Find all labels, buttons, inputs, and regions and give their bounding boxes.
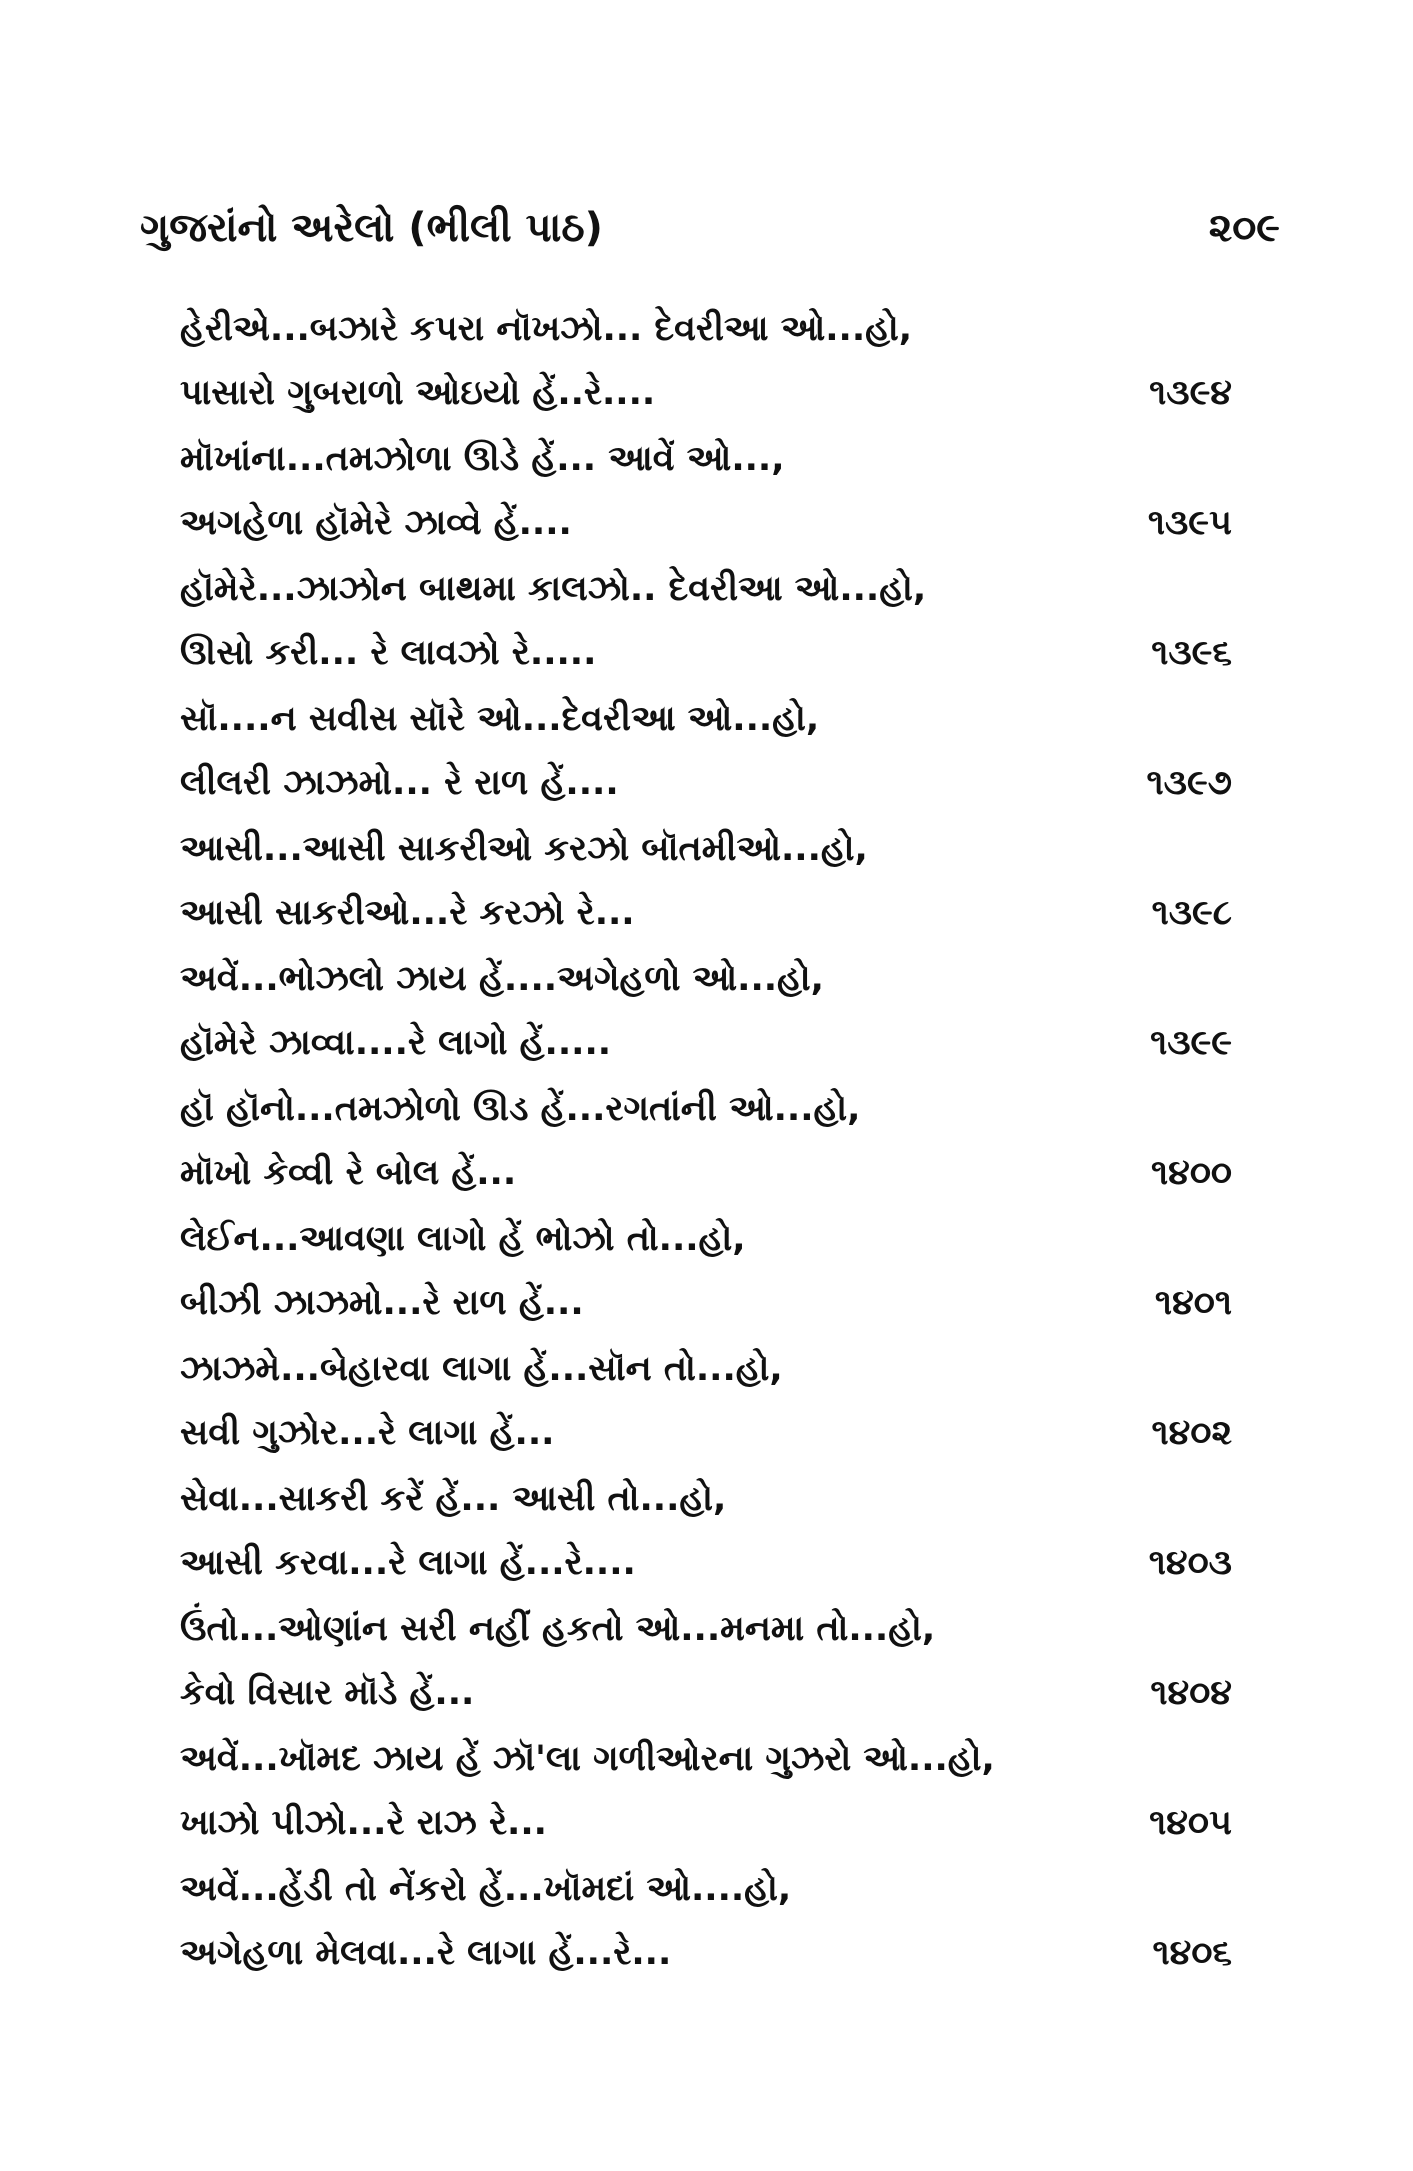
verse-number: ૧૩૯૮ — [1151, 893, 1232, 933]
verse-line-2: પાસારો ગુબરાળો ઓઇયો હેં..રે.... — [180, 373, 656, 413]
verse-line-1: આસી...આસી સાકરીઓ કરઝો બૉતમીઓ...હો, — [180, 829, 868, 869]
verse-line-1: સૉ....ન સવીસ સૉરે ઓ...દેવરીઆ ઓ...હો, — [180, 699, 820, 739]
verse-1396 — [180, 560, 1232, 690]
verse-1406 — [180, 1860, 1232, 1990]
verse-1405 — [180, 1730, 1232, 1860]
verse-line-2: અગેહળા મેલવા...રે લાગા હેં...રે... — [180, 1933, 672, 1973]
verse-line-2: ઊસો કરી... રે લાવઝો રે..... — [180, 633, 597, 673]
verse-line-1: અવેં...ખૉમદ ઝાય હેં ઝૉ'લા ગળીઓરના ગુઝરો ઓ...હો, — [180, 1739, 995, 1779]
verse-1403 — [180, 1470, 1232, 1600]
verse-number: ૧૩૯૯ — [1150, 1023, 1232, 1063]
running-title: ગુજરાંનો અરેલો (ભીલી પાઠ) — [140, 205, 603, 251]
verse-1401 — [180, 1210, 1232, 1340]
running-header — [140, 198, 1280, 258]
verse-line-1: ઝાઝમે...બેહારવા લાગા હેં...સૉન તો...હો, — [180, 1349, 783, 1389]
verse-line-1: અવેં...હેંડી તો નેંકરો હેં...ખૉમદાં ઓ....હો, — [180, 1869, 792, 1909]
verse-number: ૧૪૦૬ — [1152, 1933, 1232, 1973]
verse-line-2: કેવો વિસાર મૉડે હેં... — [180, 1673, 475, 1713]
verse-1395 — [180, 430, 1232, 560]
verse-line-2: સવી ગુઝોર...રે લાગા હેં... — [180, 1413, 555, 1453]
verse-number: ૧૪૦૪ — [1150, 1673, 1232, 1713]
verse-number: ૧૪૦૩ — [1148, 1543, 1232, 1583]
verse-line-1: ઉંતો...ઓણાંન સરી નહીં હકતો ઓ...મનમા તો...હો, — [180, 1609, 936, 1649]
verse-line-2: આસી કરવા...રે લાગા હેં...રે.... — [180, 1543, 636, 1583]
verse-1398 — [180, 820, 1232, 950]
verse-1399 — [180, 950, 1232, 1080]
verse-1404 — [180, 1600, 1232, 1730]
verse-line-1: લેઈન...આવણા લાગો હેં ભોઝો તો...હો, — [180, 1219, 746, 1259]
verse-line-1: મૉખાંના...તમઝોળા ઊડે હેં... આવેં ઓ..., — [180, 439, 785, 479]
verse-number: ૧૪૦૦ — [1151, 1153, 1232, 1193]
verse-line-1: અવેં...ભોઝલો ઝાય હેં....અગેહળો ઓ...હો, — [180, 959, 824, 999]
verse-line-2: મૉખો કેવ્વી રે બોલ હેં... — [180, 1153, 517, 1193]
verse-line-1: હેરીએ...બઝારે કપરા નૉખઝો... દેવરીઆ ઓ...હો, — [180, 309, 913, 349]
verse-number: ૧૩૯૬ — [1151, 633, 1232, 673]
verse-number: ૧૩૯૪ — [1149, 373, 1232, 413]
verse-line-2: લીલરી ઝાઝમો... રે રાળ હેં.... — [180, 763, 619, 803]
verse-list — [180, 300, 1232, 1990]
verse-1400 — [180, 1080, 1232, 1210]
verse-1397 — [180, 690, 1232, 820]
verse-line-1: હૉ હૉનો...તમઝોળો ઊડ હેં...રગતાંની ઓ...હો, — [180, 1089, 861, 1129]
verse-line-2: હૉમેરે ઝાવ્વા....રે લાગો હેં..... — [180, 1023, 612, 1063]
verse-number: ૧૪૦૨ — [1151, 1413, 1232, 1453]
verse-line-2: અગહેળા હૉમેરે ઝાવ્વે હેં.... — [180, 503, 572, 543]
verse-line-2: બીઝી ઝાઝમો...રે રાળ હેં... — [180, 1283, 584, 1323]
page-number: ૨૦૯ — [1208, 205, 1280, 251]
verse-1402 — [180, 1340, 1232, 1470]
verse-number: ૧૩૯૫ — [1147, 503, 1232, 543]
verse-number: ૧૩૯૭ — [1146, 763, 1232, 803]
verse-1394 — [180, 300, 1232, 430]
verse-line-1: હૉમેરે...ઝાઝોન બાથમા કાલઝો.. દેવરીઆ ઓ...હો, — [180, 569, 927, 609]
verse-number: ૧૪૦૧ — [1154, 1283, 1232, 1323]
verse-line-2: ખાઝો પીઝો...રે રાઝ રે... — [180, 1803, 547, 1843]
verse-number: ૧૪૦૫ — [1149, 1803, 1232, 1843]
verse-line-2: આસી સાકરીઓ...રે કરઝો રે... — [180, 893, 635, 933]
verse-line-1: સેવા...સાકરી કરેં હેં... આસી તો...હો, — [180, 1479, 727, 1519]
